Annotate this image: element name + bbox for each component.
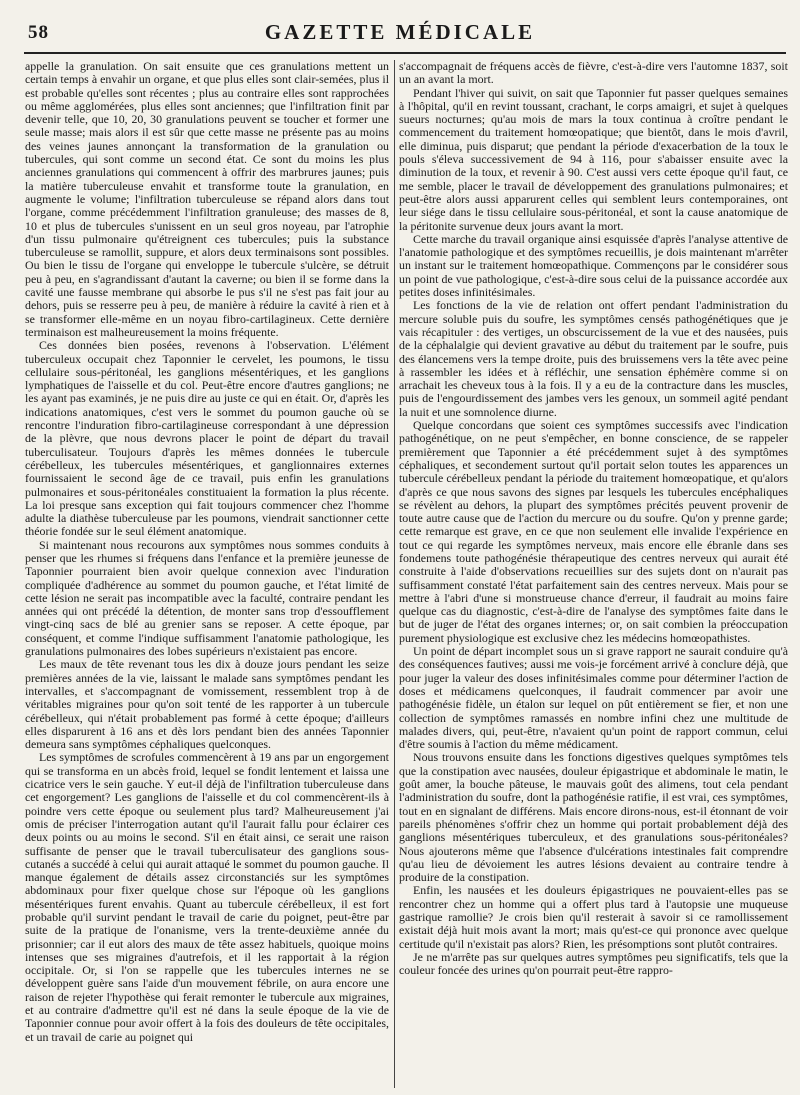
page-number: 58: [28, 22, 49, 43]
paragraph: appelle la granulation. On sait ensuite que ces granulations mettent un certain temps à envahir un organe, et que plus elles sont clair-semées, plus il est probable qu'elles sont récentes ; plus au contraire elles sont rapprochées ou même agglomérées, plus elles sont anciennes; que l'infiltration finit par devenir telle, que 10, 20, 30 granulations peuvent se toucher et former une seule masse; mais alors il est sûr que cette masse ne présente pas au moins des veines jaunes annonçant la transformation de la granulation ou tubercules, qui sont comme un second état. Ce sont du moins les plus anciennes granulations qui commencent à offrir des marbrures jaunes; puis la matière tuberculeuse envahit et transforme toute la granulation, en augmente le volume; l'infiltration tuberculeuse se répand alors dans tout l'organe, comme précédemment l'infiltration granuleuse; des masses de 8, 10 et plus de tubercules s'unissent en un seul gros noyeau, par l'atrophie d'un tissu pulmonaire qu'étreignent ces tubercules; puis la substance tuberculeuse se ramollit, suppure, et alors deux terminaisons sont possibles. Ou bien le tissu de l'organe qui enveloppe le tubercule s'ulcère, se détruit peu à peu, en s'agrandissant d'autant la caverne; ou bien il se forme dans la cavité une fausse membrane qui absorbe le pus s'il ne s'est pas fait jour au dehors, puis se resserre peu à peu, de manière à réduire la cavité à rien et à se transformer elle-même en un noyau fibro-cartilagineux. Cette dernière terminaison est malheureusement la moins fréquente.: [25, 60, 389, 339]
header-rule: [24, 52, 786, 54]
paragraph: Cette marche du travail organique ainsi esquissée d'après l'analyse attentive de l'anatomie pathologique et des symptômes recueillis, je dois maintenant m'arrêter un instant sur le traitement homœopathique. Commençons par le considérer sous un point de vue pathologique, c'est-à-dire sous celui de la puissance accordée aux petites doses infinitésimales.: [399, 231, 788, 300]
paragraph: Nous trouvons ensuite dans les fonctions digestives quelques symptômes tels que la constipation avec nausées, douleur épigastrique et abdominale le matin, le goût amer, la bouche pâteuse, le mauvais goût des alimens, tout cela pendant l'administration du soufre, dont la pathogénésie ratifie, il est vrai, ces symptômes, tout en en signalant de différens. Mais encore dirons-nous, est-il étonnant de voir pareils phénomènes s'offrir chez un homme qui portait probablement déjà des ganglions mésentériques tuberculeux, et des granulations sous-péritonéales? Nous ajouterons même que l'absence d'ulcérations intestinales fait comprendre qu'au lieu de dévoiement les autres lésions devaient au contraire tendre à produire de la constipation.: [399, 750, 788, 885]
paragraph: Les symptômes de scrofules commencèrent à 19 ans par un engorgement qui se transforma en un abcès froid, lequel se fondit lentement et laissa une cicatrice vers le sein gauche. Y eut-il déjà de l'infiltration tuberculeuse dans cet engorgement? Les ganglions de l'aisselle et du col commencèrent-ils à poindre vers cette époque ou seulement plus tard? Malheureusement j'ai omis de préciser l'interrogation autant qu'il l'aurait fallu pour éclairer ces deux points ou au moins le second. S'il en était ainsi, ce serait une raison suffisante de penser que le travail tuberculisateur des ganglions sous-cutanés a succédé à celui qui aurait attaqué le sommet du poumon gauche. Il manque également de détails assez circonstanciés sur les symptômes abdominaux pour fixer quelque chose sur l'époque où les ganglions mésentériques furent envahis. Quant au tubercule cérébelleux, il est fort probable qu'il survint pendant le travail de carie du poignet, peut-être par suite de la pratique de l'onanisme, vers la trente-deuxième année du prisonnier; car il eut alors des maux de tête assez habituels, quoique moins intenses que ses migraines d'autrefois, et il les rapportait à la région occipitale. Or, si l'on se rappelle que les tubercules internes ne se développent guère sans l'aide d'un mouvement fébrile, on aura encore une raison de rejeter l'hypothèse qui ferait remonter le tubercule aux migraines, et au contraire d'admettre qu'il est né dans la seule époque de la vie de Taponnier connue pour avoir offert à la fois des douleurs de tête occipitales, et un travail de carie au poignet qui: [25, 750, 389, 1044]
paragraph: Quelque concordans que soient ces symptômes successifs avec l'indication pathogénétique, on ne peut s'empêcher, en bonne conscience, de se rappeler premièrement que Taponnier a été précédemment sujet à des symptômes céphaliques, et secondement surtout qu'il portait selon toutes les apparences un tubercule cérébelleux pendant la période du traitement homœopatique, et qu'alors d'après ce que nous savons des signes par lesquels les tubercules encéphaliques se révèlent au dehors, la plupart des symptômes précités peuvent provenir de toute autre cause que de l'action du mercure ou du soufre. Qu'on y prenne garde; cette remarque est grave, en ce que non seulement elle invalide l'expérience en tout ce qui regarde les symptômes nerveux, mais encore elle ébranle dans ses fondemens toute pathogénésie thérapeutique des centres nerveux qui aurait été construite à l'aide d'observations recueillies sur des sujets dont on n'aurait pas suffisamment constaté l'état parfaitement sain des centres nerveux. Mais pour se mettre à l'abri d'une si monstrueuse chance d'erreur, il faudrait au moins faire quelque cas du diagnostic, c'est-à-dire de l'analyse des symptômes faite dans le but de juger de l'état des organes internes; or, on sait combien la préoccupation purement physiologique est exclusive chez les médecins homœopathistes.: [399, 418, 788, 645]
paragraph: Les maux de tête revenant tous les dix à douze jours pendant les seize premières années de la vie, laissant le malade sans symptômes pendant les intervalles, et s'accompagnant de vomissement, ressemblent trop à de véritables migraines pour qu'on soit tenté de les rapporter à un tubercule cérébelleux, qui n'était probablement pas formé à cette époque; d'ailleurs elles disparurent à 16 ans et dès lors pendant bien des années Taponnier demeura sans symptômes céphaliques quelconques.: [25, 657, 389, 752]
left-column: [25, 60, 389, 1088]
page-header: [0, 0, 800, 58]
paragraph: Un point de départ incomplet sous un si grave rapport ne saurait conduire qu'à des conséquences fautives; aussi me vois-je forcément arrivé à conclure déjà, que pour juger la valeur des doses infinitésimales comme pour déterminer l'action de doses et médicamens quelconques, il faudrait commencer par avoir une pathogénésie fidèle, un étalon sur lequel on pût entièrement se fier, et non une collection de symptômes ramassés en nombre infini chez une multitude de malades divers, qui, peut-être, n'avaient qu'un point de rapport commun, celui d'être soumis à l'action du même médicament.: [399, 644, 788, 752]
paragraph: Enfin, les nausées et les douleurs épigastriques ne pouvaient-elles pas se rencontrer chez un homme qui a offert plus tard à l'autopsie une muqueuse gastrique ramollie? Je crois bien qu'il resterait à savoir si ce ramollissement existait déjà huit mois avant la mort; mais qu'est-ce qui prononce avec quelque certitude qu'il n'existait pas alors? Rien, les présomptions sont plutôt contraires.: [399, 883, 788, 951]
right-column: [399, 60, 788, 1088]
paragraph: Si maintenant nous recourons aux symptômes nous sommes conduits à penser que les rhumes si fréquens dans l'enfance et la première jeunesse de Taponnier pourraient bien avoir quelque connexion avec l'induration compliquée d'adhérence au sommet du poumon gauche, et l'état limité de cette lésion ne serait pas incompatible avec la faculté, contraire pendant les années qui ont précédé la détention, de monter sans trop d'essoufflement vingt-cinq sacs de blé au grenier sans se reposer. A cette époque, par conséquent, et comme l'indique suffisamment l'anatomie pathologique, les granulations pulmonaires des lobes supérieurs n'existaient pas encore.: [25, 537, 389, 659]
paragraph: Pendant l'hiver qui suivit, on sait que Taponnier fut passer quelques semaines à l'hôpital, qu'il en revint toussant, crachant, le corps amaigri, et sujet à quelques sueurs nocturnes; qu'au mois de mars la toux continua à croître pendant le commencement du traitement homœopatique; que bientôt, dans le mois d'avril, elle diminua, puis disparut; que pendant la période d'exacerbation de la toux le pouls s'éleva successivement de 94 à 116, pour s'abaisser ensuite avec la diminution de la toux, et revenir à 90. C'est aussi vers cette époque qu'il faut, ce me semble, placer le travail de développement des granulations pulmonaires; et peut-être alors aussi apparurent celles qui semblent leurs contemporaines, ont leur siége dans le tissu cellulaire sous-péritonéal, et sont la cause anatomique de la péritonite survenue deux jours avant la mort.: [399, 85, 788, 233]
paragraph: Les fonctions de la vie de relation ont offert pendant l'administration du mercure soluble puis du soufre, les symptômes censés pathogénétiques que je vais récapituler : des vertiges, un obscurcissement de la vue et des nausées, puis de la céphalalgie qui devient gravative au début du traitement par le soufre, puis des élancemens vers la tempe droite, puis des bruissemens vers la tête avec peine à rassembler les idées et à réfléchir, une sensation éphémère comme si on arrachait les cheveux tous à la fois. Il y a eu de la contracture dans les muscles, puis de l'engourdissement des jambes vers les genoux, un sommeil agité pendant la nuit et une somnolence diurne.: [399, 298, 788, 419]
paragraph: Je ne m'arrête pas sur quelques autres symptômes peu significatifs, tels que la couleur foncée des urines qu'on pourrait peut-être rappro-: [399, 949, 788, 978]
paragraph: s'accompagnait de fréquens accès de fièvre, c'est-à-dire vers l'automne 1837, soit un an avant la mort.: [399, 60, 788, 87]
column-divider: [394, 60, 395, 1088]
paragraph: Ces données bien posées, revenons à l'observation. L'élément tuberculeux occupait chez Taponnier le cervelet, les poumons, le tissu cellulaire sous-péritonéal, les ganglions mésentériques, et les ganglions lymphatiques de l'aisselle et du col. Peut-être encore d'autres ganglions; ne les ayant pas examinés, je ne puis dire au juste ce qui en était. Or, d'après les indications anatomiques, c'est vers le sommet du poumon gauche où se rencontre l'induration fibro-cartilagineuse correspondant à une dépression de la plèvre, que nous devrons placer le point de départ du travail tuberculisateur. Toujours d'après les mêmes données le tubercule cérébelleux, les tubercules mésentériques, et ganglionnaires externes fournissaient le second âge de ce travail, puis enfin les granulations pulmonaires et sous-péritonéales constituaient la formation la plus récente. La loi presque sans exception qui fait toujours commencer chez l'homme adulte la diathèse tuberculeuse par les poumons, viendrait sanctionner cette théorie fondée sur le seul élément anatomique.: [25, 338, 389, 539]
journal-title: GAZETTE MÉDICALE: [264, 20, 536, 44]
